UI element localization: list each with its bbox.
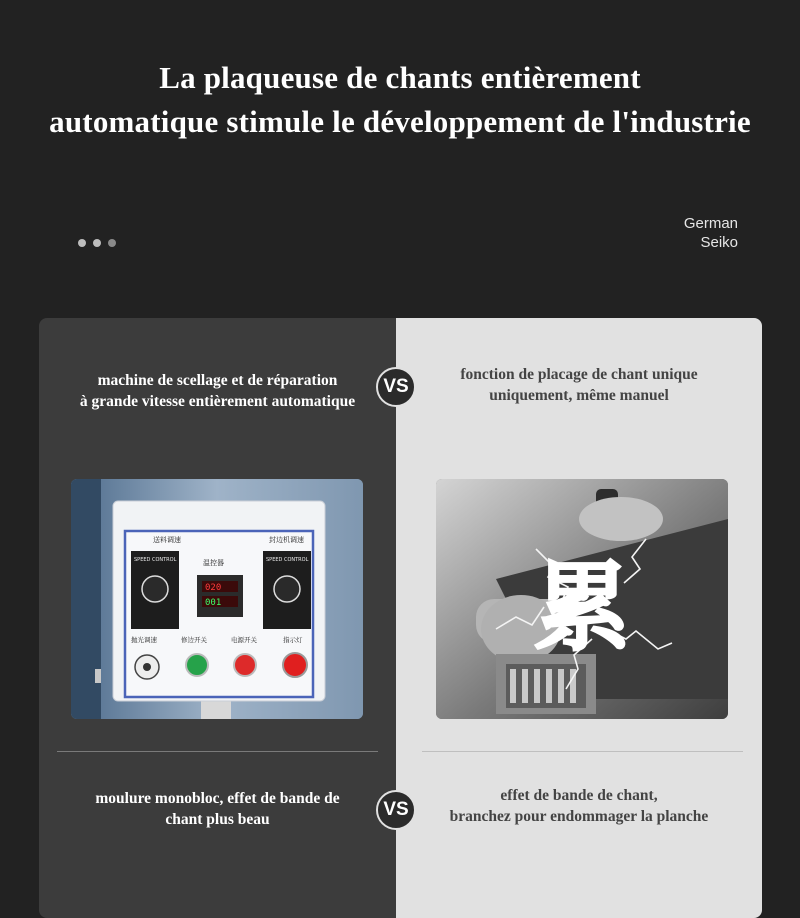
label-thermostat: 温控器 — [203, 559, 224, 567]
right-column — [396, 318, 762, 918]
title-line-2: automatique stimule le développement de l'industrie — [49, 104, 751, 139]
title-line-1: La plaqueuse de chants entièrement — [159, 60, 641, 95]
right-divider — [422, 751, 743, 752]
manual-banding-photo — [436, 479, 728, 719]
svg-text:001: 001 — [205, 598, 222, 608]
svg-text:020: 020 — [205, 583, 222, 593]
brand-line-2: Seiko — [700, 234, 738, 251]
brand-line-1: German — [683, 215, 738, 232]
green-button — [186, 654, 208, 676]
tired-overlay-char: 累 — [534, 552, 630, 664]
label-edge-speed: 封边机调速 — [269, 536, 304, 544]
right-footer — [396, 785, 762, 827]
red-button — [234, 654, 256, 676]
left-heading — [39, 370, 396, 412]
left-column — [39, 318, 396, 918]
dot-3 — [108, 239, 116, 247]
indicator-light — [283, 653, 307, 677]
right-heading-line-1: fonction de placage de chant unique — [460, 366, 698, 383]
dot-1 — [78, 239, 86, 247]
left-footer — [39, 788, 396, 830]
feed-speed-knob — [142, 576, 168, 602]
label-feed-speed: 送料调速 — [153, 536, 181, 544]
control-panel-photo — [71, 479, 363, 719]
left-divider — [57, 751, 378, 752]
label-power-switch: 电源开关 — [231, 636, 257, 644]
dot-2 — [93, 239, 101, 247]
right-heading-line-2: uniquement, même manuel — [489, 387, 669, 404]
carousel-dots — [78, 239, 116, 247]
label-indicator: 指示灯 — [283, 636, 303, 644]
left-footer-line-2: chant plus beau — [165, 811, 270, 828]
comparison-panel — [39, 318, 762, 918]
left-heading-line-2: à grande vitesse entièrement automatique — [79, 393, 356, 410]
vs-badge-bottom: VS — [376, 790, 416, 830]
right-footer-line-1: effet de bande de chant, — [500, 787, 658, 804]
brand-label — [684, 214, 738, 252]
speed-control-label-left: SPEED CONTROL — [134, 557, 177, 563]
edge-speed-knob — [274, 576, 300, 602]
left-footer-line-1: moulure monobloc, effet de bande de — [95, 790, 340, 807]
control-panel-illustration — [71, 479, 363, 719]
vs-badge-top: VS — [376, 367, 416, 407]
label-polish-speed: 抛光调速 — [131, 636, 157, 644]
right-heading — [396, 364, 762, 406]
speed-control-label-right: SPEED CONTROL — [266, 557, 309, 563]
label-trim-switch: 修边开关 — [181, 636, 207, 644]
right-footer-line-2: branchez pour endommager la planche — [449, 808, 709, 825]
manual-banding-illustration — [436, 479, 728, 719]
page-title — [0, 56, 800, 144]
left-heading-line-1: machine de scellage et de réparation — [97, 372, 338, 389]
